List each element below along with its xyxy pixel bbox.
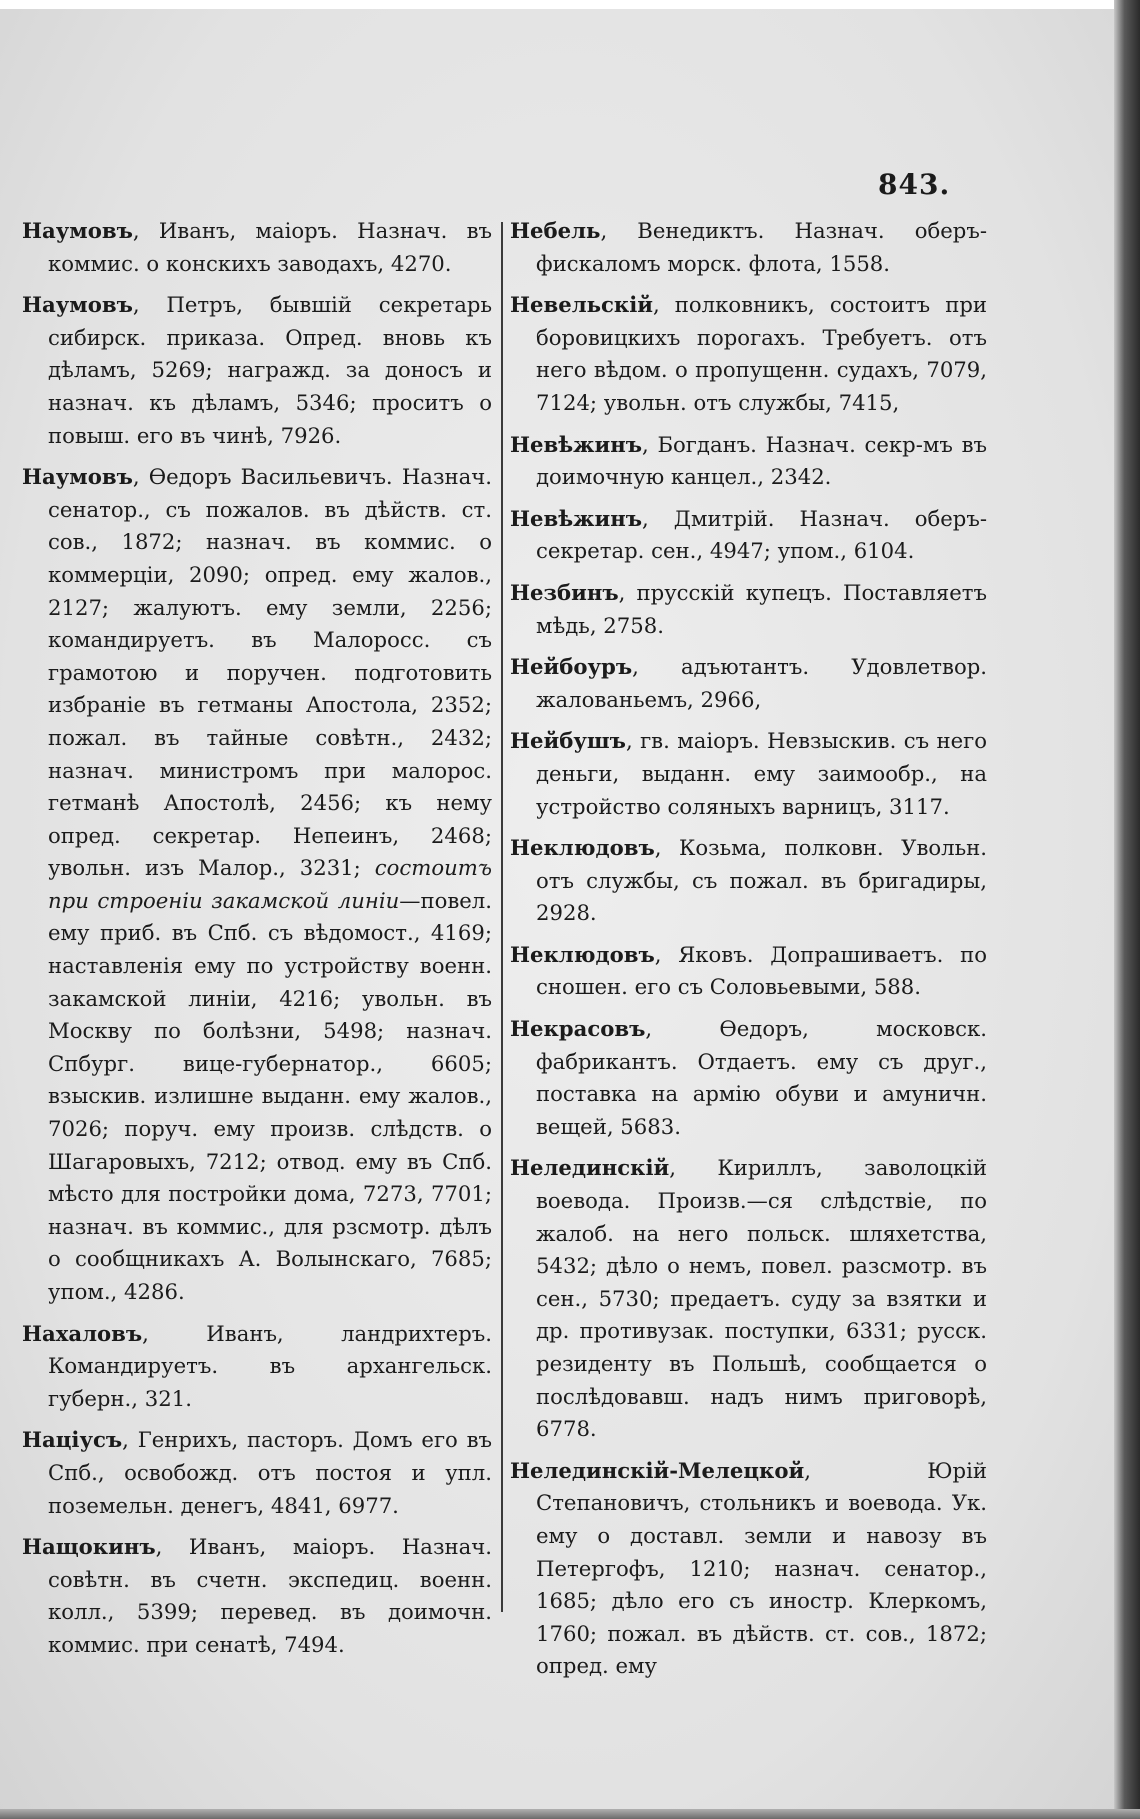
entry-headword: Небель (510, 218, 601, 243)
index-entry (510, 503, 987, 568)
entry-text: , Иванъ, ландрихтеръ. Командируетъ. въ архангельск. губерн., 321. (48, 1320, 492, 1411)
index-entry (22, 1424, 492, 1522)
index-entry (510, 939, 987, 1004)
entry-text-continued: —повел. ему приб. въ Спб. съ вѣдомост., 4169; наставленія ему по устройству военн. закамской линіи, 4216; увольн. въ Москву по болѣзни, 5498; назнач. Спбург. вице-губернатор., 6605; взыскив. излишне выданн. ему жалов., 7026; поруч. ему произв. слѣдств. о Шагаровыхъ, 7212; отвод. ему въ Спб. мѣсто для постройки дома, 7273, 7701; назнач. въ коммис., для рзсмотр. дѣлъ о сообщникахъ А. Волынскаго, 7685; упом., 4286. (48, 887, 492, 1304)
index-entry (22, 215, 492, 280)
entry-text: , прусскій купецъ. Поставляетъ мѣдь, 2758. (536, 579, 987, 638)
index-entry (510, 832, 987, 930)
entry-text: , Иванъ, маіоръ. Назнач. совѣтн. въ счетн. экспедиц. военн. колл., 5399; перевед. въ доимочн. коммис. при сенатѣ, 7494. (48, 1534, 492, 1657)
entry-headword: Наумовъ (22, 292, 133, 318)
entry-headword: Нахаловъ (22, 1320, 143, 1346)
entry-text: , полковникъ, состоитъ при боровицкихъ порогахъ. Требуетъ. отъ него вѣдом. о пропущенн. судахъ, 7079, 7124; увольн. отъ службы, 7415, (536, 292, 987, 415)
entry-headword: Неклюдовъ (510, 941, 655, 967)
right-column (510, 215, 987, 1692)
entry-text: , Генрихъ, пасторъ. Домъ его въ Спб., освобожд. отъ постоя и упл. поземельн. денегъ, 4841, 6977. (48, 1427, 492, 1518)
index-entry (510, 577, 987, 642)
column-divider (501, 222, 503, 1612)
entry-headword: Нейбоуръ (510, 654, 633, 680)
entry-text: , Ѳедоръ, московск. фабрикантъ. Отдаетъ. ему съ друг., поставка на армію обуви и амуничн. вещей, 5683. (536, 1016, 987, 1139)
index-entry (510, 1013, 987, 1143)
index-entry (510, 1455, 987, 1683)
entry-text: , Дмитрій. Назнач. оберъ-секретар. сен., 4947; упом., 6104. (536, 505, 987, 564)
index-entry (22, 461, 492, 1308)
entry-text: , Петръ, бывшій секретарь сибирск. приказа. Опред. вновь къ дѣламъ, 5269; награжд. за доносъ и назнач. къ дѣламъ, 5346; проситъ о повыш. его въ чинѣ, 7926. (48, 292, 492, 448)
entry-headword: Невѣжинъ (510, 505, 642, 531)
index-entry (510, 1152, 987, 1445)
entry-text: , адъютантъ. Удовлетвор. жалованьемъ, 2966, (536, 654, 987, 712)
entry-headword: Нелединскій (510, 1155, 670, 1181)
entry-headword: Незбинъ (510, 579, 619, 605)
index-entry (510, 215, 987, 280)
entry-headword: Нацiусъ (22, 1427, 123, 1453)
entry-headword: Наумовъ (22, 218, 133, 243)
entry-text: , Кириллъ, заволоцкій воевода. Произв.—ся слѣдствіе, по жалоб. на него польск. шляхетства, 5432; дѣло о немъ, повел. разсмотр. въ сен., 5730; предаетъ. суду за взятки и др. противузак. поступки, 6331; русск. резиденту въ Польшѣ, сообщается о послѣдовавш. надъ нимъ приговорѣ, 6778. (536, 1155, 987, 1442)
entry-headword: Нейбушъ (510, 728, 626, 754)
page-number: 843. (878, 168, 951, 201)
page-bottom-edge (0, 1809, 1140, 1819)
entry-text: , Ѳедоръ Васильевичъ. Назнач. сенатор., съ пожалов. въ дѣйств. ст. сов., 1872; назнач. въ коммис. о коммерціи, 2090; опред. ему жалов., 2127; жалуютъ. ему земли, 2256; командируетъ. въ Малоросс. съ грамотою и поручен. подготовить избраніе въ гетманы Апостола, 2352; пожал. въ тайные совѣтн., 2432; назнач. министромъ при малорос. гетманѣ Апостолѣ, 2456; къ нему опред. секретар. Непеинъ, 2468; увольн. изъ Малор., 3231; (48, 464, 492, 881)
entry-text: , Яковъ. Допрашиваетъ. по сношен. его съ Соловьевыми, 588. (536, 941, 987, 1000)
entry-headword: Нащокинъ (22, 1534, 156, 1560)
left-column (22, 215, 492, 1671)
entry-headword: Наумовъ (22, 464, 133, 490)
page-top-edge (0, 0, 1140, 9)
entry-headword: Некрасовъ (510, 1016, 646, 1042)
index-entry (22, 1318, 492, 1416)
entry-text: , Иванъ, маіоръ. Назнач. въ коммис. о конскихъ заводахъ, 4270. (48, 218, 492, 276)
entry-italic-text: состоитъ при строеніи закамской линіи (48, 855, 492, 913)
index-entry (510, 429, 987, 494)
entry-headword: Невѣжинъ (510, 431, 642, 457)
entry-text: , Богданъ. Назнач. секр-мъ въ доимочную канцел., 2342. (536, 431, 987, 490)
entry-text: , Венедиктъ. Назнач. оберъ-фискаломъ морск. флота, 1558. (536, 218, 987, 276)
entry-text: , Козьма, полковн. Увольн. отъ службы, съ пожал. въ бригадиры, 2928. (536, 835, 987, 926)
entry-headword: Невельскій (510, 292, 653, 318)
index-entry (22, 1531, 492, 1661)
index-entry (510, 289, 987, 419)
index-entry (510, 651, 987, 716)
entry-headword: Неклюдовъ (510, 835, 655, 861)
index-entry (510, 725, 987, 823)
entry-text: , Юрій Степановичъ, стольникъ и воевода. Ук. ему о доставл. земли и навозу въ Петергофъ, 1210; назнач. сенатор., 1685; дѣло его съ иностр. Клеркомъ, 1760; пожал. въ дѣйств. ст. сов., 1872; опред. ему (536, 1457, 987, 1679)
entry-text: , гв. маіоръ. Невзыскив. съ него деньги, выданн. ему заимообр., на устройство соляныхъ варницъ, 3117. (536, 728, 987, 819)
page-right-edge-shadow (1114, 0, 1140, 1819)
index-entry (22, 289, 492, 452)
entry-headword: Нелединскій-Мелецкой (510, 1457, 805, 1483)
